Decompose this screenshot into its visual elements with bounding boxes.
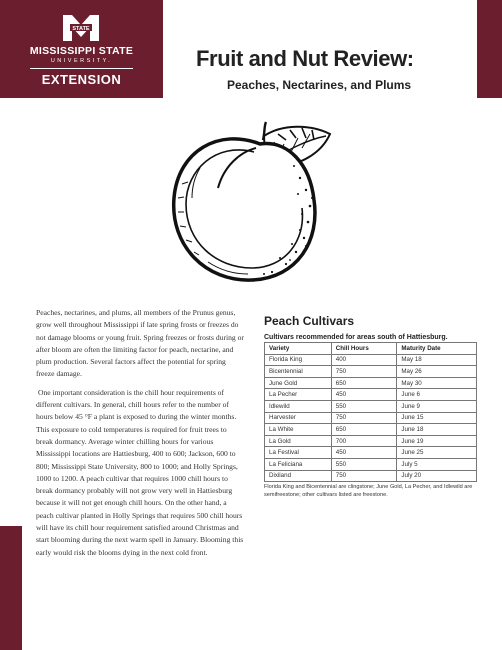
table-row: [265, 400, 477, 412]
table-row: [265, 470, 477, 482]
variety-cell: Bicentennial: [265, 366, 332, 378]
intro-paragraph-2: One important consideration is the chill hour requirements of different cultivars. In general, chill hours refer to the number of hours below 45 °F a plant is exposed to during the winter months. This exposure to cold temperatures is required for fruit trees to break dormancy. Average winter chilling hours for various Mississippi locations are Hattiesburg, 400 to 600; Jackson, 600 to 800; Mississippi State University, 800 to 1000; and Holly Springs, 1000 to 1200. A peach cultivar that requires 1000 chill hours to break dormancy probably will not grow very well in Hattiesburg because it will not get enough chill hours. On the other hand, a peach cultivar planted in Holly Springs that requires 500 chill hours will have its chill hour requirement satisfied around Christmas and start blooming during the next warm spell in January. Blooming this early would risk the blooms dying in the next cold front.: [36, 387, 244, 557]
intro-paragraph-1: Peaches, nectarines, and plums, all members of the Prunus genus, grow well throughout Mississippi if late spring frosts or freezes do not damage blooms or young fruit. Spring freezes or frosts during or after bloom are often the limiting factor for peach, nectarine, and plum production. Several factors affect the potential for spring freeze damage.: [36, 308, 244, 379]
chill-hours-cell: 650: [331, 377, 397, 389]
variety-cell: Florida King: [265, 354, 332, 366]
maturity-date-cell: June 6: [397, 389, 477, 401]
logo-divider: [30, 68, 133, 69]
chill-hours-cell: 400: [331, 354, 397, 366]
chill-hours-cell: 750: [331, 366, 397, 378]
table-row: [265, 447, 477, 459]
maturity-date-cell: June 19: [397, 435, 477, 447]
cultivars-table: [264, 342, 477, 482]
table-row: [265, 389, 477, 401]
cultivars-heading: Peach Cultivars: [264, 314, 355, 328]
footer-accent-bar: [0, 526, 22, 650]
variety-cell: Dixiland: [265, 470, 332, 482]
table-row: [265, 435, 477, 447]
page-title: Fruit and Nut Review:: [196, 46, 414, 71]
variety-cell: La Gold: [265, 435, 332, 447]
maturity-date-cell: June 15: [397, 412, 477, 424]
logo-university: UNIVERSITY.: [50, 58, 113, 64]
page-subtitle: Peaches, Nectarines, and Plums: [227, 78, 412, 92]
column-header-maturity-date: Maturity Date: [397, 343, 477, 355]
table-row: [265, 366, 477, 378]
cultivars-footnote: Florida King and Bicentennial are clingstone; June Gold, La Pecher, and Idlewild are semifreestone; other cultivars listed are freestone.: [264, 484, 473, 498]
variety-cell: La White: [265, 424, 332, 436]
intro-text: [36, 307, 244, 565]
maturity-date-cell: July 20: [397, 470, 477, 482]
variety-cell: June Gold: [265, 377, 332, 389]
msu-m-emblem-icon: [62, 13, 100, 43]
table-row: [265, 458, 477, 470]
variety-cell: Harvester: [265, 412, 332, 424]
variety-cell: La Pecher: [265, 389, 332, 401]
variety-cell: La Festival: [265, 447, 332, 459]
chill-hours-cell: 550: [331, 400, 397, 412]
maturity-date-cell: May 26: [397, 366, 477, 378]
chill-hours-cell: 550: [331, 458, 397, 470]
table-row: [265, 377, 477, 389]
chill-hours-cell: 450: [331, 389, 397, 401]
maturity-date-cell: July 5: [397, 458, 477, 470]
logo-name: MISSISSIPPI STATE: [29, 45, 134, 57]
column-header-variety: Variety: [265, 343, 332, 355]
maturity-date-cell: May 18: [397, 354, 477, 366]
logo-extension: EXTENSION: [41, 72, 122, 87]
variety-cell: Idlewild: [265, 400, 332, 412]
maturity-date-cell: June 9: [397, 400, 477, 412]
msu-extension-logo: [0, 0, 163, 98]
maturity-date-cell: May 30: [397, 377, 477, 389]
peach-illustration: [160, 118, 336, 288]
table-row: [265, 424, 477, 436]
chill-hours-cell: 450: [331, 447, 397, 459]
variety-cell: La Feliciana: [265, 458, 332, 470]
column-header-chill-hours: Chill Hours: [331, 343, 397, 355]
table-header-row: [265, 343, 477, 355]
header-accent-bar: [477, 0, 502, 98]
table-row: [265, 354, 477, 366]
maturity-date-cell: June 25: [397, 447, 477, 459]
maturity-date-cell: June 18: [397, 424, 477, 436]
chill-hours-cell: 750: [331, 470, 397, 482]
chill-hours-cell: 750: [331, 412, 397, 424]
chill-hours-cell: 700: [331, 435, 397, 447]
svg-text:STATE: STATE: [72, 26, 90, 32]
table-row: [265, 412, 477, 424]
cultivars-caption: Cultivars recommended for areas south of Hattiesburg.: [264, 334, 448, 341]
chill-hours-cell: 650: [331, 424, 397, 436]
